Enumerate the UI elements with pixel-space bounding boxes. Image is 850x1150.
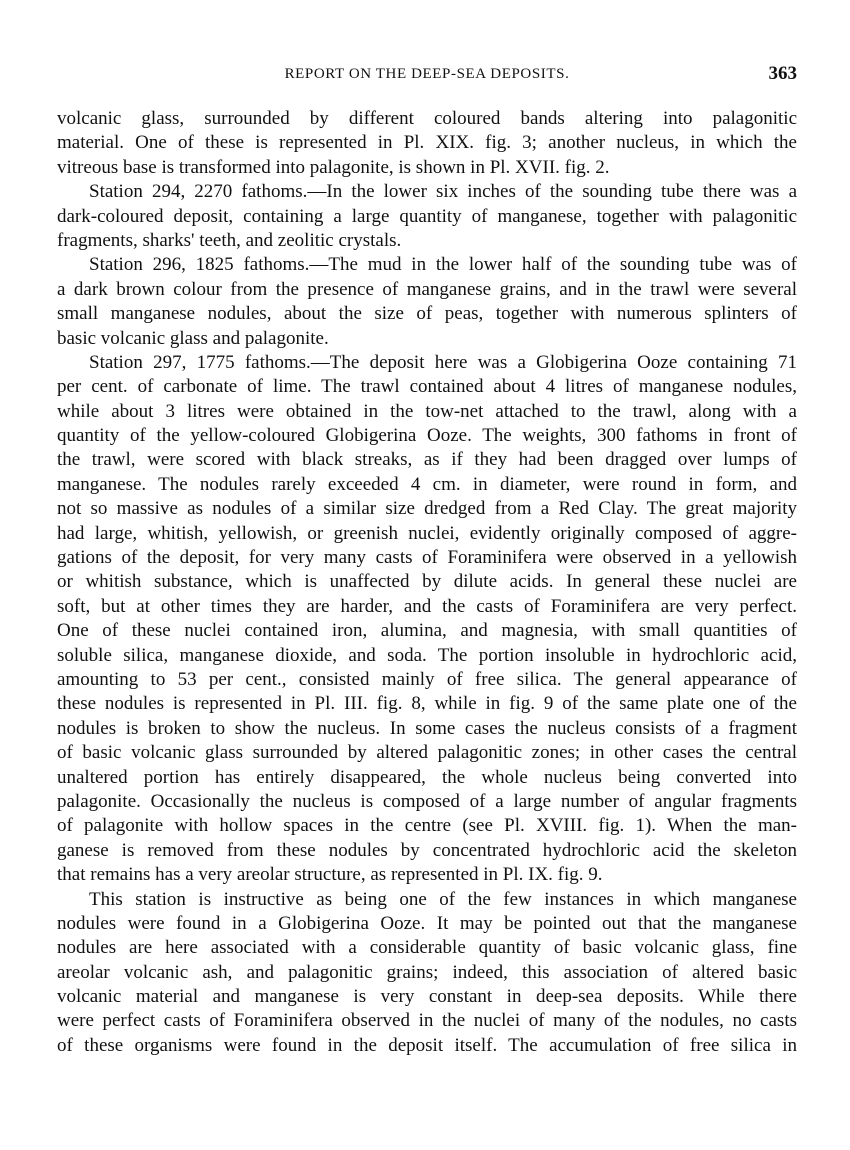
page-number: 363 — [768, 63, 797, 84]
text-line: Station 294, 2270 fathoms.—In the lower six inches of the sounding tube there was a — [89, 181, 797, 203]
text-line: volcanic material and manganese is very constant in deep-sea deposits. While there — [57, 986, 797, 1008]
text-line: had large, whitish, yellowish, or greenish nuclei, evidently originally composed of aggre- — [57, 522, 797, 544]
paragraph — [57, 888, 797, 1059]
text-line: per cent. of carbonate of lime. The trawl contained about 4 litres of manganese nodules, — [57, 376, 797, 398]
text-line: nodules were found in a Globigerina Ooze. It may be pointed out that the manganese — [57, 912, 797, 934]
paragraph — [57, 253, 797, 351]
text-line: volcanic glass, surrounded by different coloured bands altering into palagonitic — [57, 108, 797, 129]
text-line: Station 296, 1825 fathoms.—The mud in the lower half of the sounding tube was of — [89, 254, 797, 276]
text-line: Station 297, 1775 fathoms.—The deposit here was a Globigerina Ooze containing 71 — [89, 351, 797, 373]
body-text — [57, 107, 797, 1058]
text-line: vitreous base is transformed into palagonite, is shown in Pl. XVII. fig. 2. — [57, 156, 610, 178]
text-line: nodules are here associated with a considerable quantity of basic volcanic glass, fine — [57, 937, 797, 959]
text-line: areolar volcanic ash, and palagonitic grains; indeed, this association of altered basic — [57, 961, 797, 983]
text-line: This station is instructive as being one of the few instances in which manganese — [89, 888, 797, 910]
text-line: of basic volcanic glass surrounded by altered palagonitic zones; in other cases the central — [57, 742, 797, 764]
running-title: REPORT ON THE DEEP-SEA DEPOSITS. — [284, 66, 570, 82]
paragraph — [57, 351, 797, 888]
text-line: quantity of the yellow-coloured Globigerina Ooze. The weights, 300 fathoms in front of — [57, 425, 797, 447]
text-line: manganese. The nodules rarely exceeded 4 cm. in diameter, were round in form, and — [57, 473, 797, 495]
text-line: of these organisms were found in the deposit itself. The accumulation of free silica in — [57, 1034, 797, 1056]
text-line: soft, but at other times they are harder, and the casts of Foraminifera are very perfect. — [57, 595, 797, 617]
text-line: small manganese nodules, about the size of peas, together with numerous splinters of — [57, 303, 797, 325]
text-line: dark-coloured deposit, containing a large quantity of manganese, together with palagonitic — [57, 205, 797, 227]
text-line: basic volcanic glass and palagonite. — [57, 327, 329, 349]
text-line: that remains has a very areolar structure, as represented in Pl. IX. fig. 9. — [57, 864, 603, 886]
text-line: material. One of these is represented in Pl. XIX. fig. 3; another nucleus, in which the — [57, 132, 797, 154]
text-line: these nodules is represented in Pl. III. fig. 8, while in fig. 9 of the same plate one of the — [57, 693, 797, 715]
text-line: fragments, sharks' teeth, and zeolitic crystals. — [57, 229, 402, 251]
text-line: a dark brown colour from the presence of manganese grains, and in the trawl were several — [57, 278, 797, 300]
text-line: soluble silica, manganese dioxide, and soda. The portion insoluble in hydrochloric acid, — [57, 644, 797, 666]
text-line: or whitish substance, which is unaffected by dilute acids. In general these nuclei are — [57, 571, 797, 593]
text-line: not so massive as nodules of a similar size dredged from a Red Clay. The great majority — [57, 498, 797, 520]
text-line: One of these nuclei contained iron, alumina, and magnesia, with small quantities of — [57, 620, 797, 642]
text-line: ganese is removed from these nodules by concentrated hydrochloric acid the skeleton — [57, 839, 797, 861]
text-line: palagonite. Occasionally the nucleus is composed of a large number of angular fragments — [57, 790, 797, 812]
text-line: were perfect casts of Foraminifera observed in the nuclei of many of the nodules, no casts — [57, 1010, 797, 1032]
text-line: while about 3 litres were obtained in the tow-net attached to the trawl, along with a — [57, 400, 797, 422]
page-header — [57, 62, 797, 88]
text-line: the trawl, were scored with black streaks, as if they had been dragged over lumps of — [57, 449, 797, 471]
text-line: amounting to 53 per cent., consisted mainly of free silica. The general appearance of — [57, 668, 797, 690]
paragraph — [57, 107, 797, 180]
text-line: gations of the deposit, for very many casts of Foraminifera were observed in a yellowish — [57, 547, 797, 569]
text-line: unaltered portion has entirely disappeared, the whole nucleus being converted into — [57, 766, 797, 788]
text-line: of palagonite with hollow spaces in the centre (see Pl. XVIII. fig. 1). When the man- — [57, 815, 797, 837]
paragraph — [57, 180, 797, 253]
text-line: nodules is broken to show the nucleus. In some cases the nucleus consists of a fragment — [57, 717, 797, 739]
